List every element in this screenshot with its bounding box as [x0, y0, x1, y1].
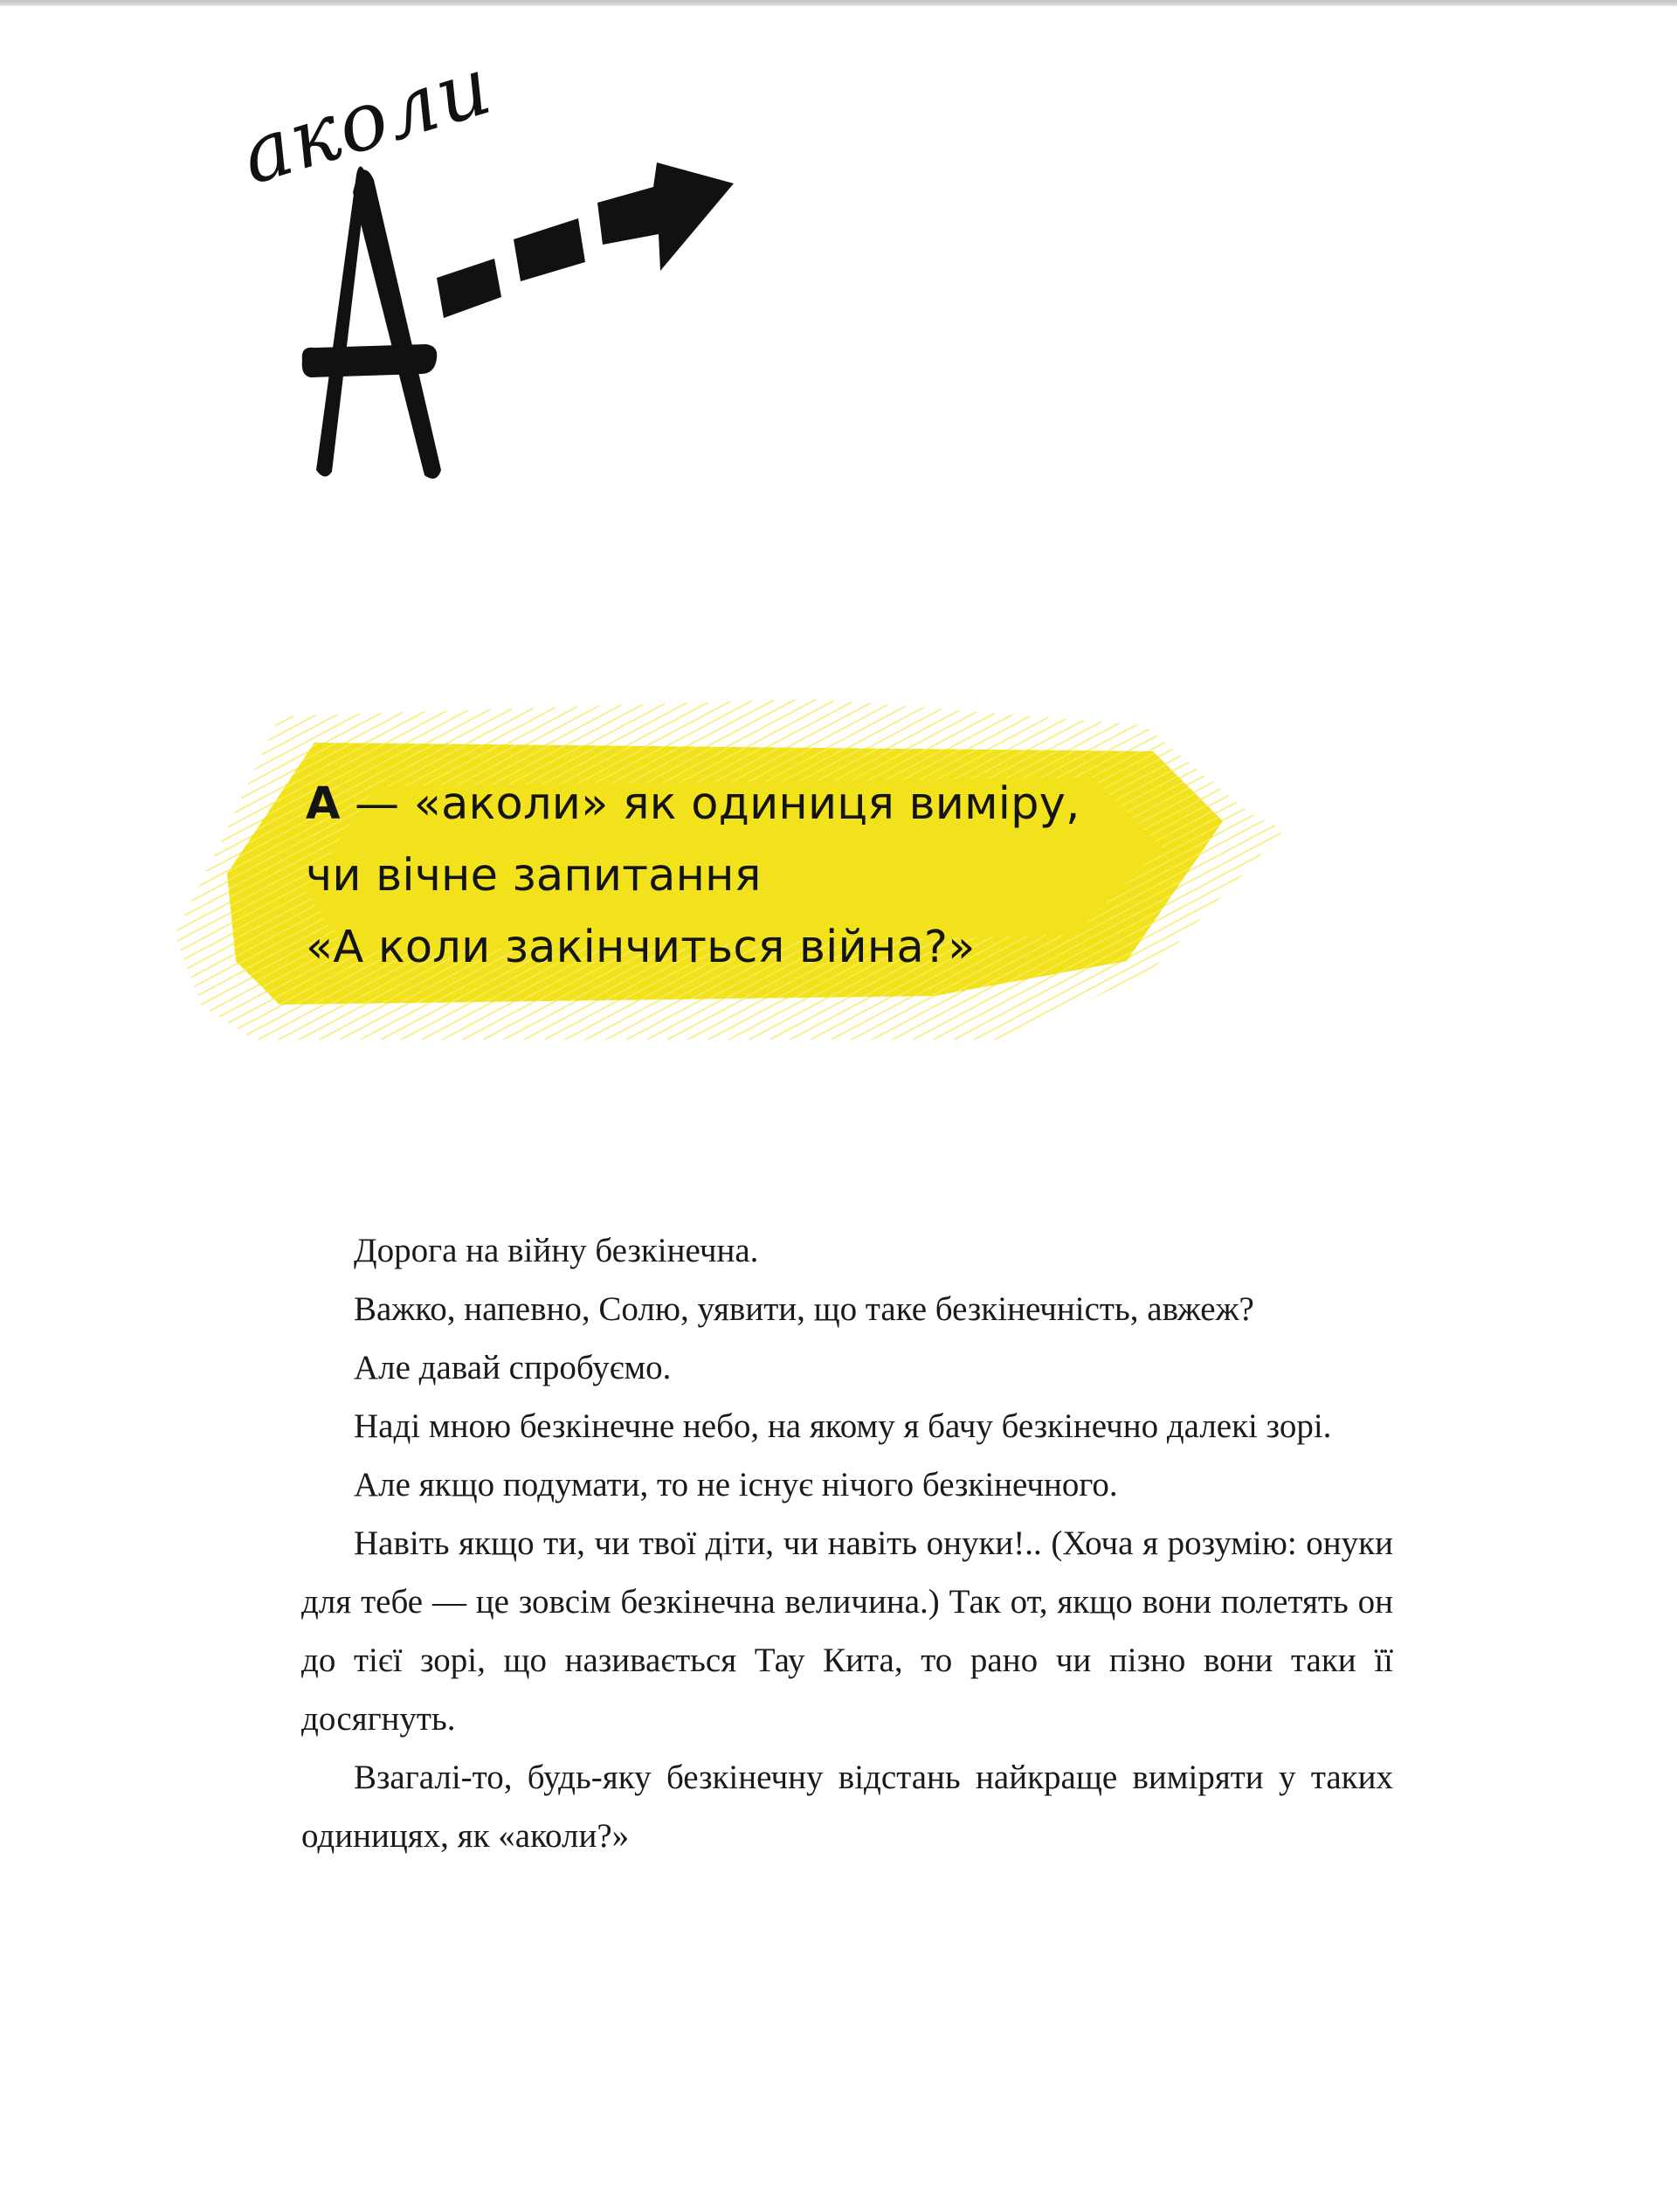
- logo-script-word: аколи: [230, 38, 503, 203]
- window-top-border: [0, 0, 1677, 6]
- letter-a-dashed-arrow-icon: [280, 122, 908, 498]
- body-paragraph: Дорога на війну безкінечна.: [354, 1232, 759, 1269]
- chapter-title: [306, 769, 1080, 984]
- body-paragraph: Навіть якщо ти, чи твої діти, чи навіть онуки!.. (Хоча я розумію: онуки для тебе — це зовсім безкінечна величина.) Так от, якщо вони полетять он до тієї зорі, що називається Тау Кита, то рано чи пізно вони таки її досягнуть.: [301, 1524, 1393, 1738]
- chapter-title-line-3: «А коли закінчиться війна?»: [306, 922, 976, 973]
- chapter-title-line-2: чи вічне запитання: [306, 850, 762, 902]
- chapter-body: [301, 1221, 1393, 1865]
- chapter-title-line-1-text: — «аколи» як одиниця виміру,: [340, 778, 1080, 830]
- body-paragraph: Важко, напевно, Солю, уявити, що таке безкінечність, авжеж?: [354, 1290, 1254, 1328]
- body-paragraph: Взагалі-то, будь-яку безкінечну відстань найкраще виміряти у таких одиницях, як «аколи?»: [301, 1759, 1393, 1855]
- body-paragraph: Але давай спробуємо.: [354, 1349, 672, 1386]
- chapter-title-lead-letter: А: [306, 778, 341, 830]
- body-paragraph: Наді мною безкінечне небо, на якому я бачу безкінечно далекі зорі.: [354, 1407, 1332, 1445]
- chapter-logo: [280, 122, 908, 498]
- body-paragraph: Але якщо подумати, то не існує нічого безкінечного.: [354, 1466, 1118, 1503]
- chapter-heading-block: [148, 673, 1371, 1075]
- chapter-title-line-1: [306, 769, 1080, 840]
